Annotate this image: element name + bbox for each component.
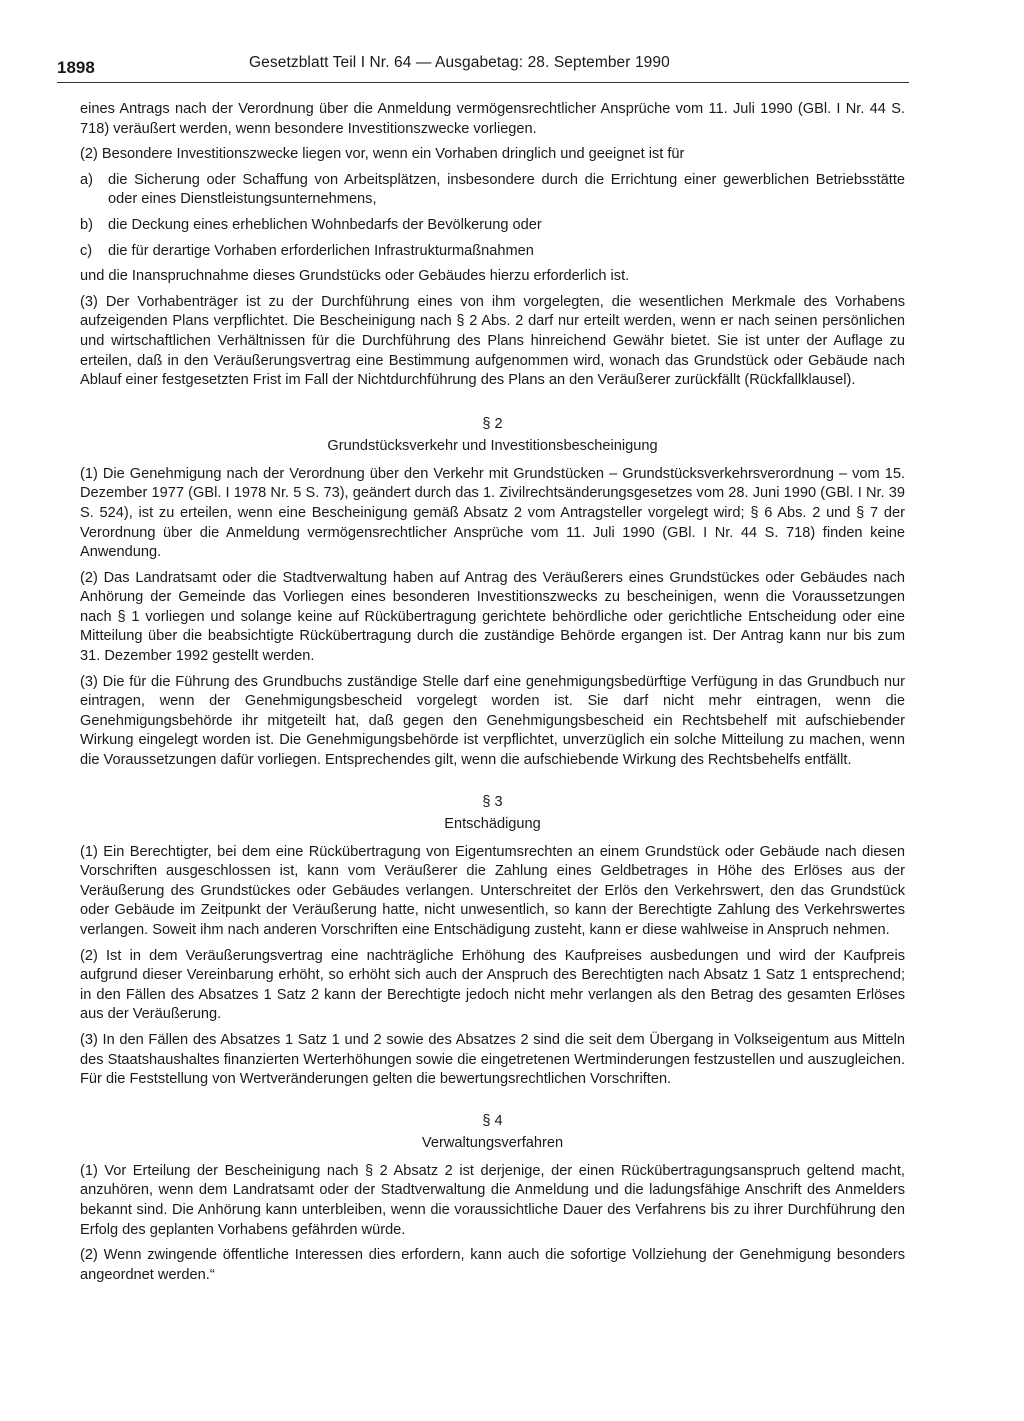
section-paragraph: (2) Ist in dem Veräußerungsvertrag eine nachträgliche Erhöhung des Kaufpreises ausbedungen und wird der Kaufpreis aufgrund dieser Vereinbarung erhöht, so erhöht sich auch der Anspruch des Berechtigten nach Absatz 1 Satz 1 entsprechend; in den Fällen des Absatzes 1 Satz 2 kann der Berechtigte jedoch nicht mehr verlangen als den Betrag des gesamten Erlöses aus der Veräußerung. xyxy=(80,947,905,1023)
list-item xyxy=(80,242,905,262)
intro-after-list: und die Inanspruchnahme dieses Grundstücks oder Gebäudes hierzu erforderlich ist. xyxy=(80,268,630,285)
list-marker: c) xyxy=(80,242,93,259)
section-number: § 2 xyxy=(482,415,503,432)
section-paragraph: (2) Wenn zwingende öffentliche Interessen dies erfordern, kann auch die sofortige Vollziehung der Genehmigung besonders angeordnet werden.“ xyxy=(80,1247,905,1283)
section-paragraph: (1) Die Genehmigung nach der Verordnung über den Verkehr mit Grundstücken – Grundstücksverkehrsverordnung – vom 15. Dezember 1977 (GBl. I 1978 Nr. 5 S. 73), geändert durch das 1. Zivilrechtsänderungsgesetzes vom 28. Juni 1990 (GBl. I Nr. 39 S. 524), ist zu erteilen, wenn eine Bescheinigung gemäß Absatz 2 vom Antragsteller vorgelegt wird; § 6 Abs. 2 und § 7 der Verordnung über die Anmeldung vermögensrechtlicher Ansprüche vom 11. Juli 1990 (GBl. I Nr. 44 S. 718) finden keine Anwendung. xyxy=(80,465,905,561)
section-paragraph: (3) Die für die Führung des Grundbuchs zuständige Stelle darf eine genehmigungsbedürftige Verfügung in das Grundbuch nur eintragen, wenn der Genehmigungsbescheid vorgelegt worden ist. Sie darf nicht mehr eintragen, wenn die Genehmigungsbehörde ihr mitgeteilt hat, daß gegen den Genehmigungsbescheid ein Rechtsbehelf mit aufschiebender Wirkung eingelegt worden ist. Die Genehmigungsbehörde ist verpflichtet, unverzüglich ein solche Mitteilung zu machen, wenn die Voraussetzungen dafür vorliegen. Entsprechendes gilt, wenn die aufschiebende Wirkung des Rechtsbehelfs entfällt. xyxy=(80,673,905,769)
list-item xyxy=(80,216,905,236)
header-title: Gesetzblatt Teil I Nr. 64 — Ausgabetag: 28. September 1990 xyxy=(249,54,670,71)
section-title: Verwaltungsverfahren xyxy=(421,1134,564,1151)
page-header xyxy=(57,54,909,83)
section-number: § 4 xyxy=(482,1112,503,1129)
section-number: § 3 xyxy=(482,793,503,810)
list-item-text: die Deckung eines erheblichen Wohnbedarfs der Bevölkerung oder xyxy=(108,216,542,233)
page-number: 1898 xyxy=(57,58,95,77)
intro-continuation: eines Antrags nach der Verordnung über die Anmeldung vermögensrechtlicher Ansprüche vom 11. Juli 1990 (GBl. I Nr. 44 S. 718) veräußert werden, wenn besondere Investitionszwecke vorliegen. xyxy=(80,101,905,137)
section-heading xyxy=(80,413,905,457)
list-item-text: die für derartige Vorhaben erforderlichen Infrastrukturmaßnahmen xyxy=(108,242,534,259)
section-title: Grundstücksverkehr und Investitionsbescheinigung xyxy=(327,437,658,454)
document-body xyxy=(80,100,905,1291)
purpose-list xyxy=(80,171,905,261)
section-title: Entschädigung xyxy=(444,815,541,832)
list-item-text: die Sicherung oder Schaffung von Arbeitsplätzen, insbesondere durch die Errichtung einer gewerblichen Betriebsstätte oder eines Dienstleistungsunternehmens, xyxy=(108,171,905,208)
section-paragraph: (1) Ein Berechtigter, bei dem eine Rückübertragung von Eigentumsrechten an einem Grundstück oder Gebäude nach diesen Vorschriften ausgeschlossen ist, kann vom Veräußerer die Zahlung eines Geldbetrages in Höhe des Erlöses aus der Veräußerung des Grundstückes oder Gebäudes verlangen. Unterschreitet der Erlös den Verkehrswert, den das Grundstück oder Gebäude im Zeitpunkt der Veräußerung hatte, nicht unwesentlich, so kann der Berechtigte Zahlung des Verkehrswertes verlangen. Soweit ihm nach anderen Vorschriften eine Entschädigung zusteht, kann er diese wahlweise in Anspruch nehmen. xyxy=(80,843,905,938)
section-paragraph: (2) Das Landratsamt oder die Stadtverwaltung haben auf Antrag des Veräußerers eines Grundstückes oder Gebäudes nach Anhörung der Gemeinde das Vorliegen eines besonderen Investitionszwecks zu bescheinigen, wenn die Voraussetzungen nach § 1 vorliegen und solange keine auf Rückübertragung gerichtete behördliche oder gerichtliche Entscheidung oder eine Mitteilung über die beabsichtigte Rückübertragung durch die zuständige Behörde ergangen ist. Der Antrag kann nur bis zum 31. Dezember 1992 gestellt werden. xyxy=(80,569,905,665)
section-heading xyxy=(80,1110,905,1154)
intro-paragraph-3: (3) Der Vorhabenträger ist zu der Durchführung eines von ihm vorgelegten, die wesentlichen Merkmale des Vorhabens aufzeigenden Plans verpflichtet. Die Bescheinigung nach § 2 Abs. 2 darf nur erteilt werden, wenn er nach seinen persönlichen und wirtschaftlichen Verhältnissen für die Durchführung des Plans hinreichend Gewähr bietet. Sie ist unter der Auflage zu erteilen, daß in den Veräußerungsvertrag eine Bestimmung aufgenommen wird, wonach das Grundstück oder Gebäude nach Ablauf einer festgesetzten Frist im Fall der Nichtdurchführung des Plans an den Veräußerer zurückfällt (Rückfallklausel). xyxy=(80,293,905,389)
intro-paragraph-2: (2) Besondere Investitionszwecke liegen vor, wenn ein Vorhaben dringlich und geeignet ist für xyxy=(80,146,685,163)
section-paragraph: (1) Vor Erteilung der Bescheinigung nach § 2 Absatz 2 ist derjenige, der einen Rückübertragungsanspruch geltend macht, anzuhören, wenn dem Landratsamt oder der Stadtverwaltung die Anmeldung und die ladungsfähige Anschrift des Anmelders bekannt sind. Die Anhörung kann unterbleiben, wenn die voraussichtliche Dauer des Verfahrens bis zu ihrer Durchführung den Erfolg des geplanten Vorhabens gefährden würde. xyxy=(80,1162,905,1238)
list-marker: a) xyxy=(80,171,93,188)
section-heading xyxy=(80,791,905,835)
section-paragraph: (3) In den Fällen des Absatzes 1 Satz 1 und 2 sowie des Absatzes 2 sind die seit dem Übergang in Volkseigentum aus Mitteln des Staatshaushaltes finanzierten Werterhöhungen sowie die eingetretenen Wertminderungen festzustellen und auszugleichen. Für die Feststellung von Wertveränderungen gelten die bewertungsrechtlichen Vorschriften. xyxy=(80,1031,905,1088)
list-item xyxy=(80,171,905,210)
list-marker: b) xyxy=(80,216,93,233)
